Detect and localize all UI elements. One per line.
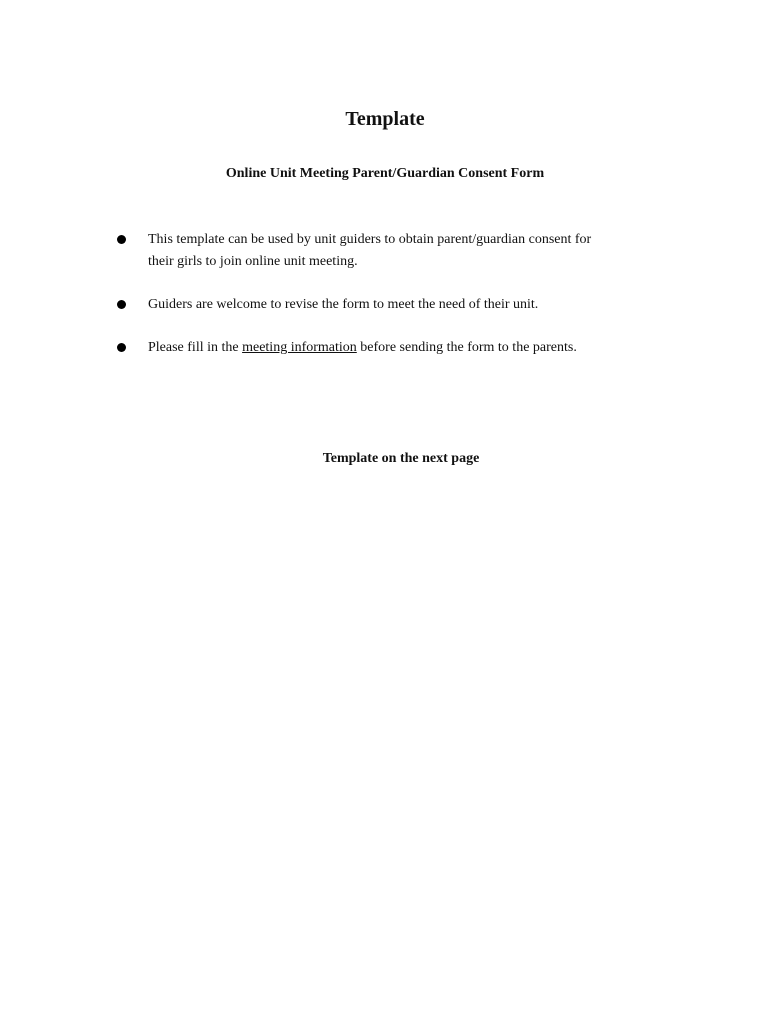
bullet-text-line-2: their girls to join online unit meeting. — [148, 254, 358, 269]
bullet-text-line-1: This template can be used by unit guiders to obtain parent/guardian consent for — [148, 232, 592, 247]
page-title: Template — [345, 108, 425, 130]
meeting-information-text: meeting information — [242, 340, 357, 355]
form-subtitle: Online Unit Meeting Parent/Guardian Consent Form — [225, 166, 545, 181]
next-page-note: Template on the next page — [322, 451, 480, 466]
instruction-list — [112, 229, 652, 380]
bullet-icon — [117, 343, 126, 352]
bullet-text-line — [148, 337, 652, 359]
bullet-text-after: before sending the form to the parents. — [356, 340, 577, 355]
bullet-icon — [117, 235, 126, 244]
bullet-icon — [117, 300, 126, 309]
list-item — [112, 337, 652, 359]
bullet-text-before: Please fill in the — [148, 340, 243, 355]
bullet-text: Guiders are welcome to revise the form to meet the need of their unit. — [148, 297, 539, 312]
list-item — [112, 294, 652, 316]
list-item — [112, 229, 652, 273]
